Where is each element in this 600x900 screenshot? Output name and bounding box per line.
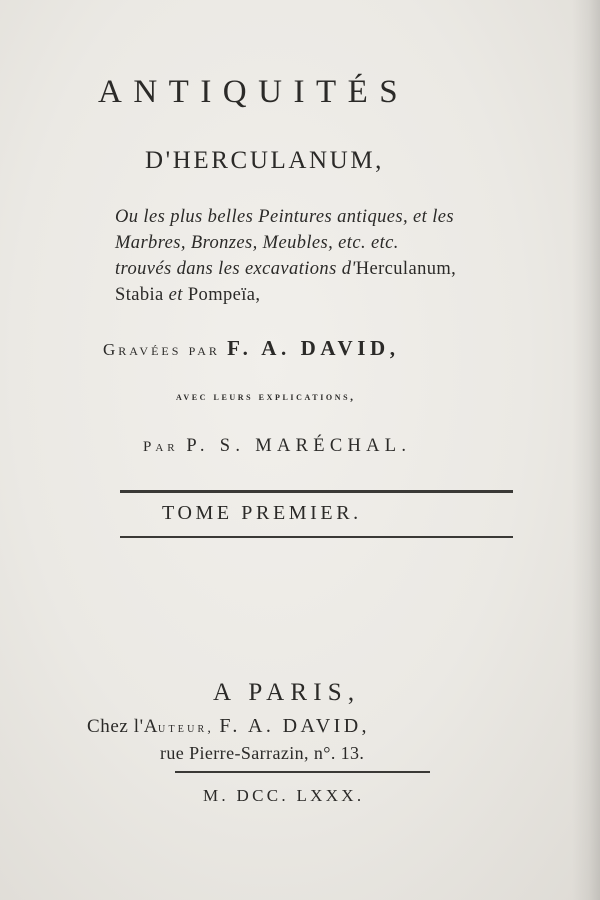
volume-label: TOME PREMIER.: [162, 502, 362, 524]
divider-date: [175, 771, 430, 773]
subtitle-line-3: [115, 260, 456, 279]
subtitle-line-3-italic: trouvés dans les excavations d': [115, 259, 356, 279]
subtitle-line-4-c: Pompeïa,: [182, 285, 261, 305]
imprint-chez: Chez l': [87, 716, 144, 737]
imprint-address: rue Pierre-Sarrazin, n°. 13.: [160, 743, 365, 763]
divider-bottom: [120, 536, 513, 538]
imprint-city: A PARIS,: [213, 679, 361, 706]
engraver-prefix: Gravées par: [103, 340, 220, 359]
publication-date: M. DCC. LXXX.: [203, 786, 365, 805]
engraver-line: [103, 338, 400, 359]
engraver-name: F. A. DAVID,: [227, 336, 400, 360]
subtitle-line-1: Ou les plus belles Peintures antiques, et les: [115, 207, 454, 227]
divider-top: [120, 490, 513, 493]
subtitle-line-4: [115, 286, 260, 305]
imprint-publisher-name: F. A. DAVID,: [219, 715, 370, 737]
author-name: P. S. MARÉCHAL.: [186, 436, 412, 456]
subtitle-line-4-b: et: [168, 285, 183, 305]
imprint-auteur-cap: A: [143, 716, 159, 737]
book-title-line2: D'HERCULANUM,: [145, 147, 385, 174]
explanations-line: avec leurs explications,: [176, 391, 356, 403]
author-prefix: Par: [143, 439, 179, 455]
subtitle-line-2: Marbres, Bronzes, Meubles, etc. etc.: [115, 233, 399, 253]
imprint-auteur-rest: uteur,: [158, 721, 215, 736]
author-line: [143, 437, 411, 456]
imprint-publisher-line: [87, 716, 370, 736]
subtitle-line-4-a: Stabia: [115, 285, 169, 305]
subtitle-line-3-roman: Herculanum,: [355, 259, 457, 279]
book-title: ANTIQUITÉS: [98, 74, 410, 110]
page-gutter-shadow: [572, 0, 600, 900]
